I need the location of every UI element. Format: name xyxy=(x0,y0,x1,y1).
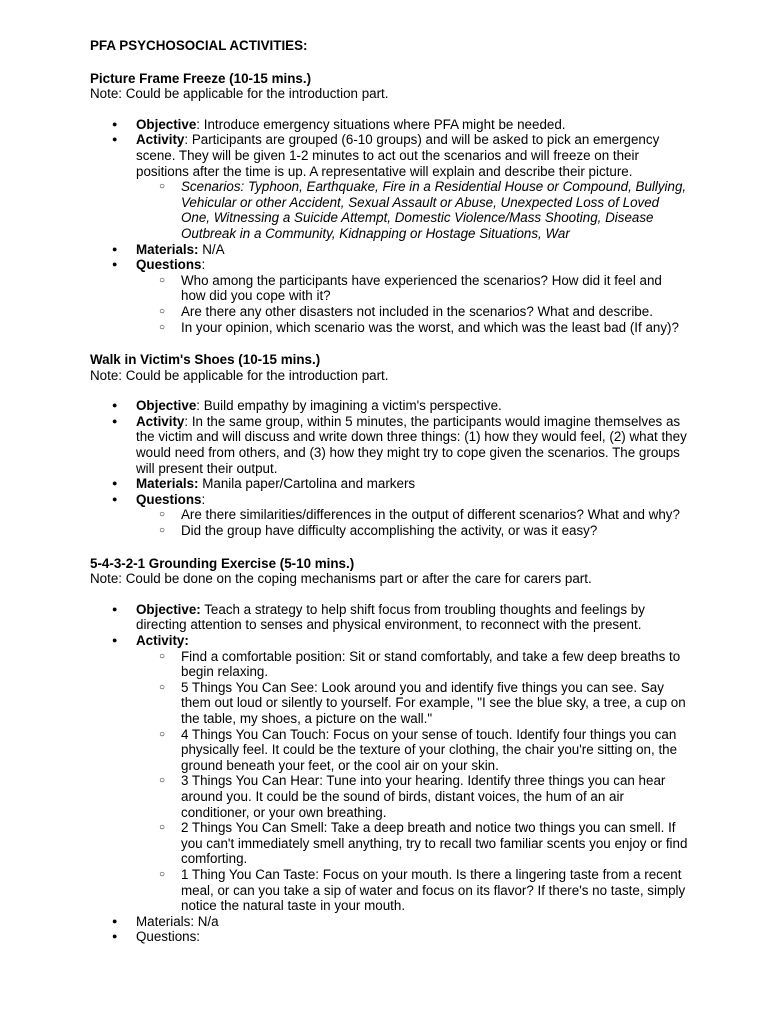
objective-text: Teach a strategy to help shift focus from troubling thoughts and feelings by directing attention to senses and physical environment, to reconnect with the present. xyxy=(136,601,645,633)
section-grounding-exercise xyxy=(90,556,690,945)
objective-text: : Build empathy by imagining a victim's perspective. xyxy=(196,398,502,414)
materials-text: Manila paper/Cartolina and markers xyxy=(198,476,416,492)
question-item: ○ Who among the participants have experienced the scenarios? How did it feel and how did you cope with it? xyxy=(136,273,690,304)
list-item-activity xyxy=(90,414,690,476)
objective-label: Objective: xyxy=(136,601,201,617)
section-heading: Picture Frame Freeze (10-15 mins.) xyxy=(90,70,312,86)
list-item-objective xyxy=(90,398,690,414)
activity-text: : Participants are grouped (6-10 groups) and will be asked to pick an emergency scene. They will be given 1-2 minutes to act out the scenarios and will freeze on their positions after the time is up. A representative will explain and describe their picture. xyxy=(136,132,660,179)
section-heading: Walk in Victim's Shoes (10-15 mins.) xyxy=(90,352,321,368)
section-note: Note: Could be applicable for the introduction part. xyxy=(90,367,389,383)
section-heading: 5-4-3-2-1 Grounding Exercise (5-10 mins.) xyxy=(90,555,355,571)
section-bullet-list xyxy=(90,602,690,945)
scenarios-item: ○ Scenarios: Typhoon, Earthquake, Fire in a Residential House or Compound, Bullying, Vehicular or other Accident, Sexual Assault or Abuse, Unexpected Loss of Loved One, Witnessing a Suicide Attempt, Domestic Violence/Mass Shooting, Disease Outbreak in a Community, Kidnapping or Hostage Situations, War xyxy=(136,179,690,241)
sub-list xyxy=(136,649,690,914)
list-item-activity xyxy=(90,633,690,914)
step-item: ○ 4 Things You Can Touch: Focus on your sense of touch. Identify four things you can physically feel. It could be the texture of your clothing, the chair you're sitting on, the ground beneath your feet, or the cool air on your skin. xyxy=(136,727,690,774)
question-item: ○ In your opinion, which scenario was the worst, and which was the least bad (If any)? xyxy=(136,320,690,336)
step-item: ○ 3 Things You Can Hear: Tune into your hearing. Identify three things you can hear around you. It could be the sound of birds, distant voices, the hum of an air conditioner, or your own breathing. xyxy=(136,773,690,820)
document-title: PFA PSYCHOSOCIAL ACTIVITIES: xyxy=(90,38,308,53)
question-item: ○ Are there similarities/differences in the output of different scenarios? What and why? xyxy=(136,507,690,523)
list-item-materials xyxy=(90,476,690,492)
list-item-objective xyxy=(90,117,690,133)
section-bullet-list xyxy=(90,117,690,335)
materials-label: Materials: xyxy=(136,241,203,257)
section-walk-in-victims-shoes xyxy=(90,352,690,539)
step-item: ○ Find a comfortable position: Sit or stand comfortably, and take a few deep breaths to begin relaxing. xyxy=(136,649,690,680)
sub-list xyxy=(136,273,690,335)
list-item-materials xyxy=(90,242,690,258)
question-item: ○ Did the group have difficulty accomplishing the activity, or was it easy? xyxy=(136,523,690,539)
list-item-questions: ● Questions: xyxy=(90,929,690,945)
step-item: ○ 2 Things You Can Smell: Take a deep breath and notice two things you can smell. If you can't immediately smell anything, try to recall two familiar scents you enjoy or find comforting. xyxy=(136,820,690,867)
section-bullet-list xyxy=(90,398,690,538)
step-item: ○ 5 Things You Can See: Look around you and identify five things you can see. Say them out loud or silently to yourself. For example, "I see the blue sky, a tree, a cup on the table, my shoes, a picture on the wall." xyxy=(136,680,690,727)
list-item-materials: ● Materials: N/a xyxy=(90,914,690,930)
sub-list xyxy=(136,507,690,538)
list-item-objective xyxy=(90,602,690,633)
materials-text: N/A xyxy=(202,241,225,257)
activity-label: Activity xyxy=(136,413,185,429)
materials-label: Materials: xyxy=(136,476,199,492)
section-picture-frame-freeze xyxy=(90,71,690,336)
objective-text: : Introduce emergency situations where PFA might be needed. xyxy=(196,116,566,132)
activity-text: : In the same group, within 5 minutes, the participants would imagine themselves as the victim and will discuss and write down three things: (1) how they would feel, (2) what they would need from others, and (3) how they might try to cope given the scenarios. The groups will present their output. xyxy=(136,413,687,476)
list-item-activity xyxy=(90,132,690,241)
document-page xyxy=(90,38,690,962)
question-item: ○ Are there any other disasters not included in the scenarios? What and describe. xyxy=(136,304,690,320)
objective-label: Objective xyxy=(136,116,197,132)
questions-label: Questions xyxy=(136,257,202,273)
activity-label: Activity xyxy=(136,132,185,148)
questions-label: Questions xyxy=(136,491,202,507)
step-item: ○ 1 Thing You Can Taste: Focus on your mouth. Is there a lingering taste from a recent meal, or can you take a sip of water and focus on its flavor? If there's no taste, simply notice the natural taste in your mouth. xyxy=(136,867,690,914)
activity-label: Activity: xyxy=(136,633,189,648)
section-note: Note: Could be done on the coping mechanisms part or after the care for carers part. xyxy=(90,571,592,587)
questions-colon: : xyxy=(201,491,206,507)
section-note: Note: Could be applicable for the introduction part. xyxy=(90,86,389,102)
sub-list xyxy=(136,179,690,241)
objective-label: Objective xyxy=(136,398,197,414)
list-item-questions xyxy=(90,257,690,335)
list-item-questions xyxy=(90,492,690,539)
questions-colon: : xyxy=(201,257,206,273)
